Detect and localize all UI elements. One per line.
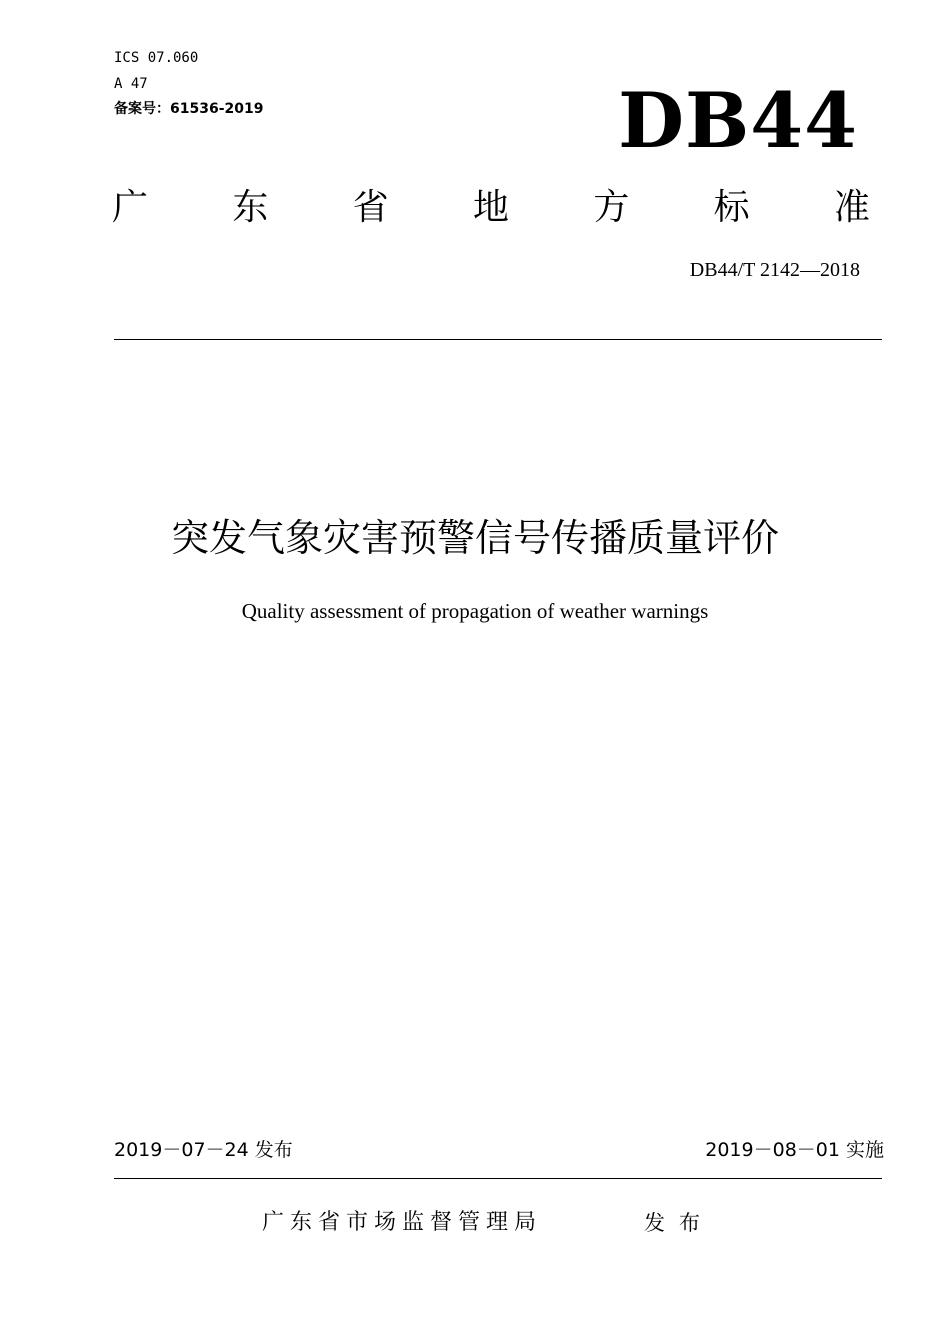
header-divider <box>114 339 882 340</box>
standard-kind-char: 广 <box>112 187 149 228</box>
issue-date: 2019－07－24 发布 <box>114 1139 293 1161</box>
publisher-name: 广东省市场监督管理局 <box>262 1210 543 1235</box>
record-number: 备案号：61536-2019 <box>114 101 264 117</box>
standard-code: DB44/T 2142—2018 <box>689 259 860 281</box>
standard-kind-char: 东 <box>232 187 269 228</box>
standard-kind-char: 标 <box>713 187 750 228</box>
implementation-date: 2019－08－01 实施 <box>705 1139 884 1161</box>
db44-logo: DB44 <box>618 76 858 165</box>
standard-kind-heading <box>112 186 870 230</box>
classification-code: A 47 <box>114 76 148 92</box>
standard-kind-char: 方 <box>593 187 630 228</box>
standard-kind-char: 准 <box>833 187 870 228</box>
footer-divider <box>114 1178 882 1179</box>
ics-number: ICS 07.060 <box>114 50 199 66</box>
standard-kind-char: 省 <box>352 187 389 228</box>
document-title-chinese: 突发气象灾害预警信号传播质量评价 <box>170 516 779 560</box>
standard-kind-char: 地 <box>472 187 509 228</box>
document-title-english: Quality assessment of propagation of weather warnings <box>241 599 709 623</box>
publish-label: 发布 <box>644 1211 714 1235</box>
